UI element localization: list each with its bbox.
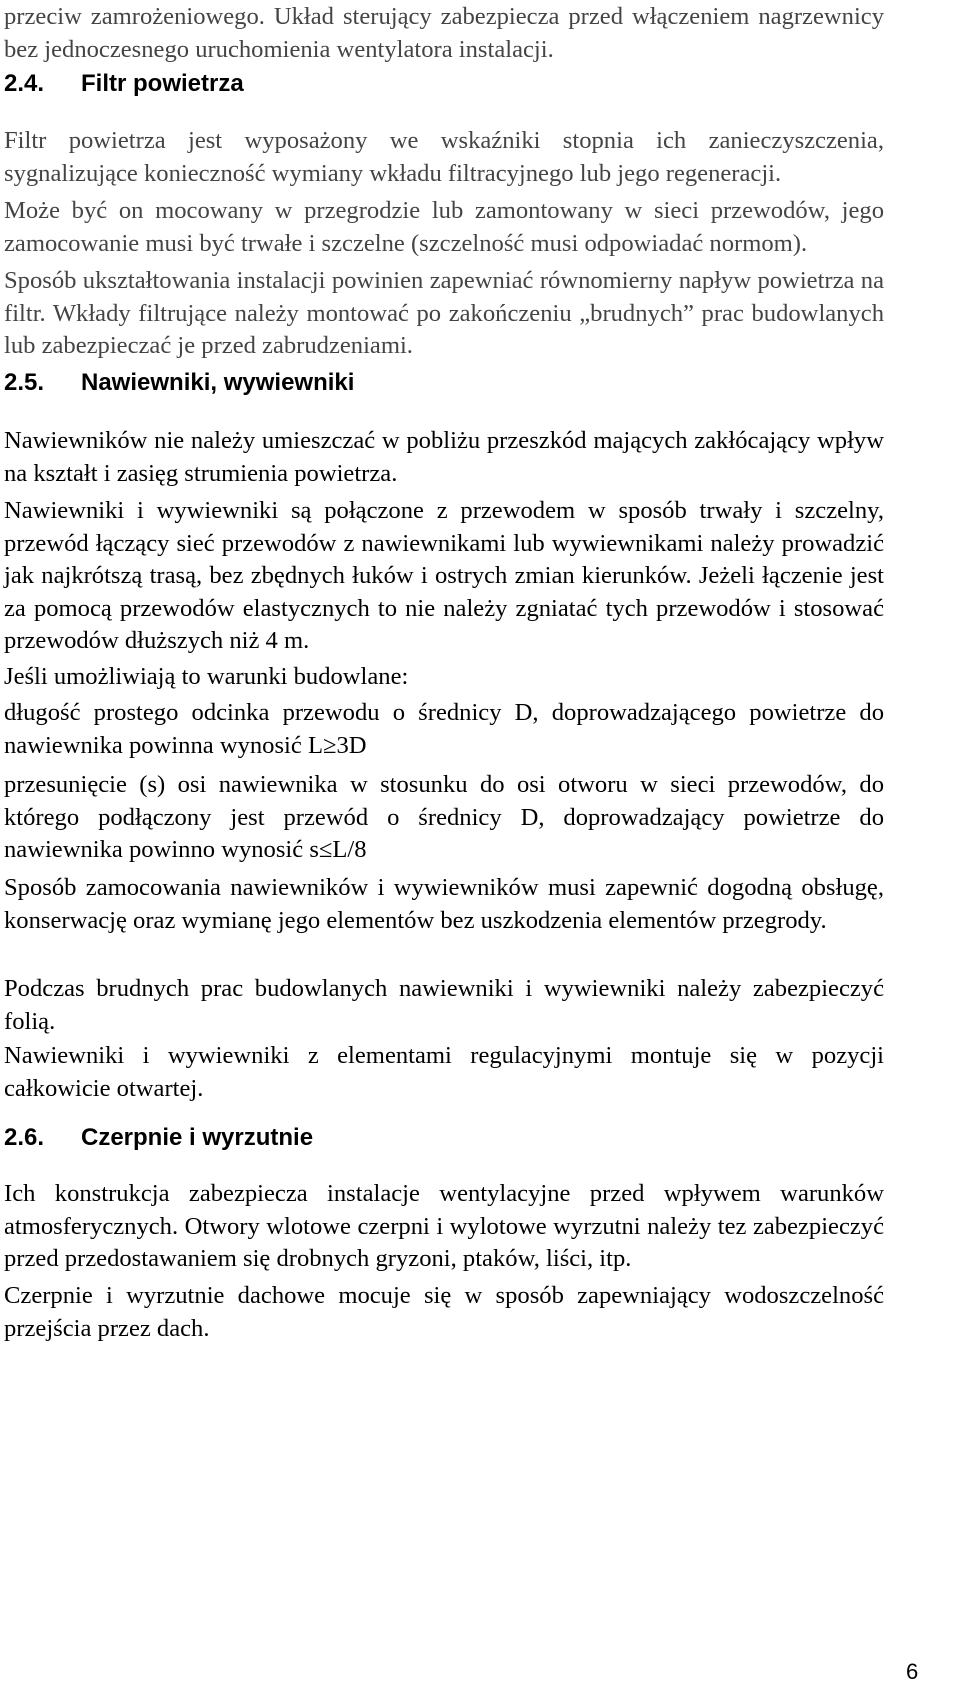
heading-number: 2.6.: [4, 1124, 45, 1151]
heading-title: Nawiewniki, wywiewniki: [81, 369, 355, 396]
paragraph-diffuser-connection: Nawiewniki i wywiewniki są połączone z przewodem w sposób trwały i szczelny, przewód łączący sieć przewodów z nawiewnikami lub wywiewnikami należy prowadzić jak najkrótszą trasą, bez zbędnych łuków i ostrych zmian kierunków. Jeżeli łączenie jest za pomocą przewodów elastycznych to nie należy zgniatać tych przewodów i stosować przewodów dłuższych niż 4 m.: [4, 497, 884, 654]
paragraph-diffuser-open-position: Nawiewniki i wywiewniki z elementami regulacyjnymi montuje się w pozycji całkowicie otwartej.: [4, 1042, 884, 1102]
paragraph-filter-mounting: Może być on mocowany w przegrodzie lub zamontowany w sieci przewodów, jego zamocowanie musi być trwałe i szczelne (szczelność musi odpowiadać normom).: [4, 197, 884, 257]
paragraph-diffuser-placement: Nawiewników nie należy umieszczać w pobliżu przeszkód mających zakłócający wpływ na kształt i zasięg strumienia powietrza.: [4, 427, 884, 487]
paragraph-filter-installation: Sposób ukształtowania instalacji powinien zapewniać równomierny napływ powietrza na filtr. Wkłady filtrujące należy montować po zakończeniu „brudnych” prac budowlanych lub zabezpieczać je przed zabrudzeniami.: [4, 267, 884, 359]
heading-title: Czerpnie i wyrzutnie: [81, 1124, 314, 1151]
paragraph-straight-section: długość prostego odcinka przewodu o średnicy D, doprowadzającego powietrze do nawiewnika powinna wynosić L≥3D: [4, 699, 884, 759]
paragraph-intake-construction: Ich konstrukcja zabezpiecza instalacje wentylacyjne przed wpływem warunków atmosferycznych. Otwory wlotowe czerpni i wylotowe wyrzutni należy tez zabezpieczyć przed przedostawaniem się drobnych gryzoni, ptaków, liści, itp.: [4, 1180, 884, 1272]
paragraph-diffuser-protection: Podczas brudnych prac budowlanych nawiewniki i wywiewniki należy zabezpieczyć folią.: [4, 975, 884, 1035]
paragraph-diffuser-maintenance: Sposób zamocowania nawiewników i wywiewników musi zapewnić dogodną obsługę, konserwację oraz wymianę jego elementów bez uszkodzenia elementów przegrody.: [4, 874, 884, 934]
paragraph-anti-freeze: przeciw zamrożeniowego. Układ sterujący zabezpiecza przed włączeniem nagrzewnicy bez jednoczesnego uruchomienia wentylatora instalacji.: [4, 3, 884, 63]
paragraph-roof-mounting: Czerpnie i wyrzutnie dachowe mocuje się w sposób zapewniający wodoszczelność przejścia przez dach.: [4, 1282, 884, 1342]
heading-2-5: [4, 367, 354, 399]
paragraph-axis-offset: przesunięcie (s) osi nawiewnika w stosunku do osi otworu w sieci przewodów, do którego podłączony jest przewód o średnicy D, doprowadzający powietrze do nawiewnika powinno wynosić s≤L/8: [4, 771, 884, 863]
heading-number: 2.5.: [4, 369, 45, 396]
paragraph-filter-indicators: Filtr powietrza jest wyposażony we wskaźniki stopnia ich zanieczyszczenia, sygnalizujące konieczność wymiany wkładu filtracyjnego lub jego regeneracji.: [4, 127, 884, 187]
heading-2-6: [4, 1122, 313, 1154]
heading-number: 2.4.: [4, 70, 45, 97]
paragraph-building-conditions: Jeśli umożliwiają to warunki budowlane:: [4, 663, 409, 690]
page-number: 6: [906, 1659, 919, 1684]
heading-title: Filtr powietrza: [81, 70, 244, 97]
heading-2-4: [4, 68, 244, 100]
